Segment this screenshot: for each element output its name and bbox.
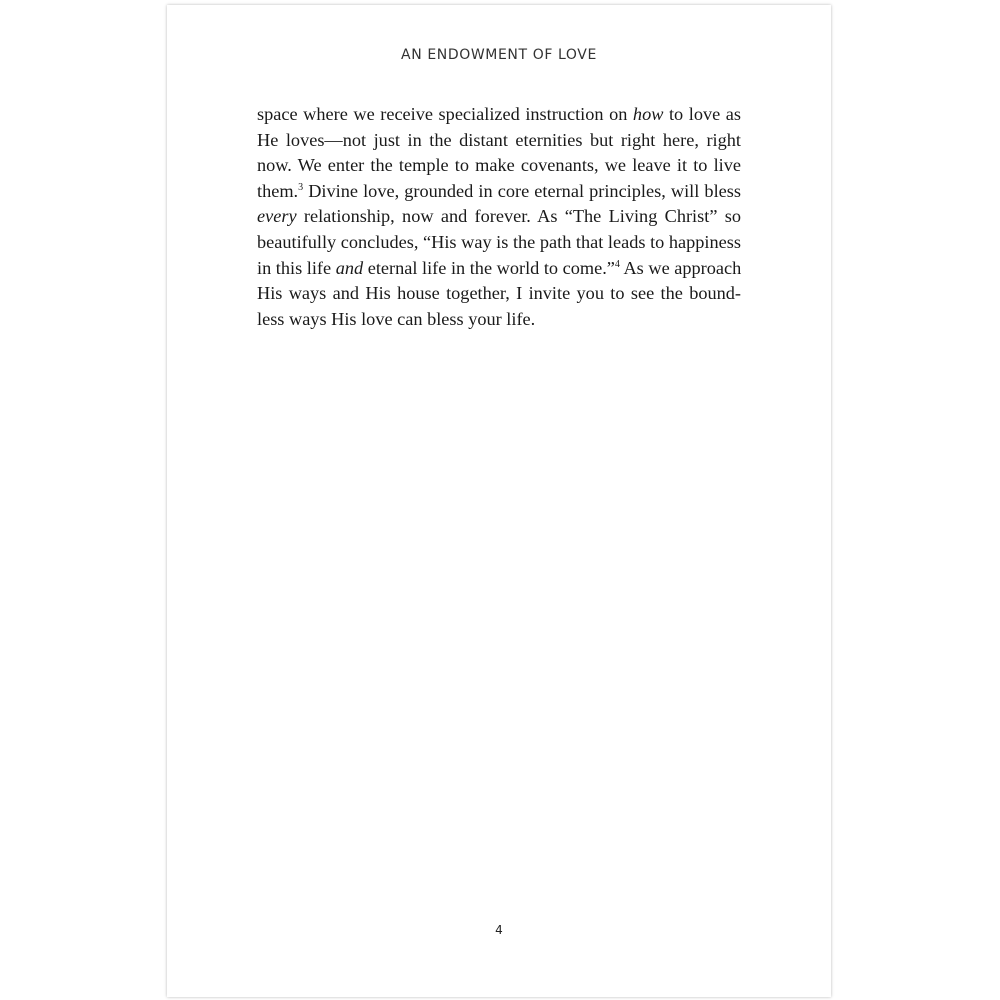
text-line: He loves—not just in the distant eternities but right here, right bbox=[257, 129, 741, 150]
page-number: 4 bbox=[495, 923, 503, 937]
body-paragraph bbox=[257, 102, 741, 332]
text-line: His ways and His house together, I invite you to see the bound- bbox=[257, 283, 741, 304]
text-line: less ways His love can bless your life. bbox=[257, 308, 536, 329]
text-line: in this life and eternal life in the world to come.”$^4$ As we approach bbox=[257, 257, 742, 278]
text-line: beautifully concludes, “His way is the path that leads to happiness bbox=[257, 231, 741, 252]
text-line: space where we receive specialized instruction on how to love as bbox=[257, 104, 741, 124]
text-line: now. We enter the temple to make covenants, we leave it to live bbox=[257, 155, 741, 176]
book-page bbox=[167, 5, 831, 997]
text-line: them.$^3$ Divine love, grounded in core eternal principles, will bless bbox=[257, 180, 741, 201]
footnote-ref: 3 bbox=[298, 181, 304, 193]
footnote-ref: 4 bbox=[614, 258, 620, 270]
running-head: AN ENDOWMENT OF LOVE bbox=[401, 47, 597, 63]
text-line: every relationship, now and forever. As “The Living Christ” so bbox=[257, 206, 741, 227]
